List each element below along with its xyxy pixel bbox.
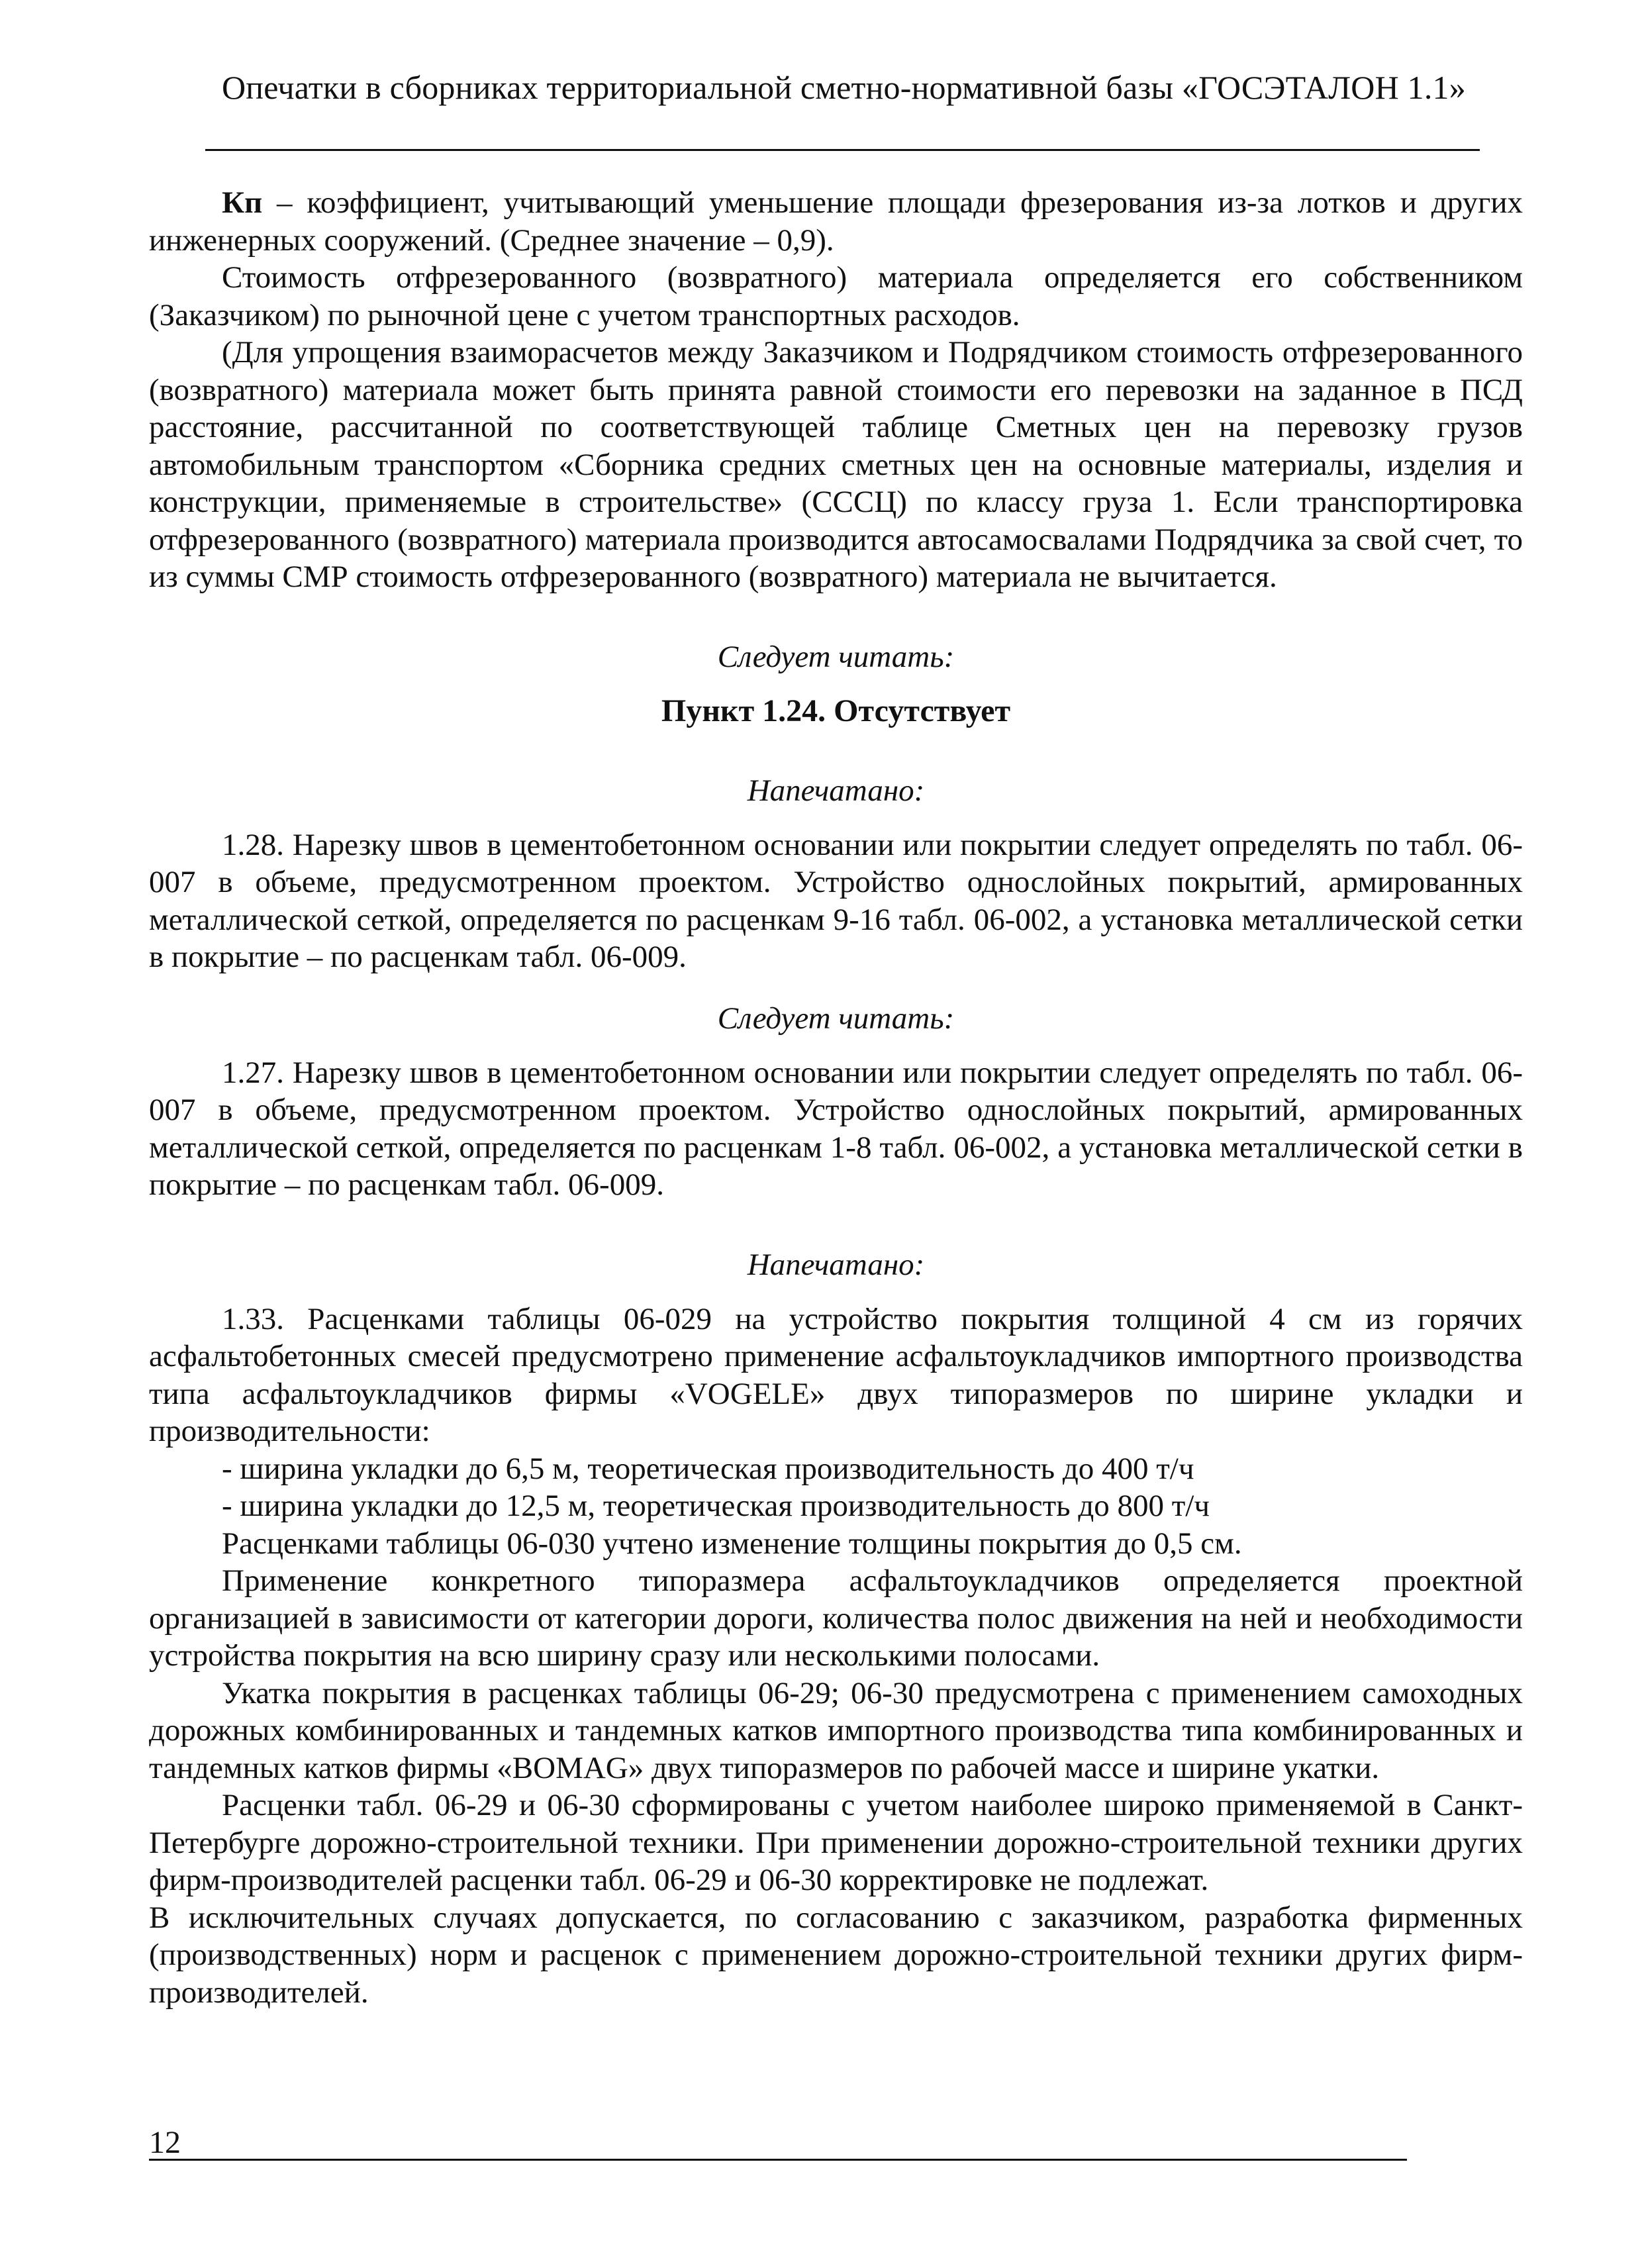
- paragraph-cost: Стоимость отфрезерованного (возвратного) материала определяется его собственником (Заказчиком) по рыночной цене с учетом транспортных расходов.: [149, 260, 1523, 332]
- label-printed: Напечатано:: [747, 1247, 925, 1282]
- kp-term: Кп: [222, 185, 263, 220]
- paragraph-1-28: 1.28. Нарезку швов в цементобетонном основании или покрытии следует определять по табл. 06-007 в объеме, предусмотренном проектом. Устройство однослойных покрытий, армированных металлической сеткой, определяется по расценкам 9-16 табл. 06-002, а установка металлической сетки в покрытие – по расценкам табл. 06-009.: [149, 827, 1523, 974]
- section-heading: Пункт 1.24. Отсутствует: [661, 693, 1011, 728]
- label-should-read: Следует читать:: [717, 1001, 955, 1036]
- label-printed: Напечатано:: [747, 773, 925, 808]
- page-content: [149, 184, 1523, 2011]
- label-should-read: Следует читать:: [717, 639, 955, 674]
- page-number: 12: [149, 2125, 181, 2160]
- document-page: [149, 66, 1523, 2010]
- paragraph-06-030: Расценками таблицы 06-030 учтено изменение толщины покрытия до 0,5 см.: [222, 1526, 1242, 1561]
- running-header: Опечатки в сборниках территориальной сметно-нормативной базы «ГОСЭТАЛОН 1.1»: [222, 69, 1466, 106]
- list-item: - ширина укладки до 6,5 м, теоретическая производительность до 400 т/ч: [222, 1451, 1194, 1486]
- paragraph-rolling: Укатка покрытия в расценках таблицы 06-29; 06-30 предусмотрена с применением самоходных дорожных комбинированных и тандемных катков импортного производства типа комбинированных и тандемных катков фирмы «BOMAG» двух типоразмеров по рабочей массе и ширине укатки.: [149, 1675, 1523, 1785]
- footer-rule: [149, 2159, 1407, 2161]
- kp-definition: [149, 184, 1523, 259]
- page-footer: [149, 2124, 1407, 2161]
- header-rule: [205, 149, 1480, 151]
- paragraph-settlement: (Для упрощения взаиморасчетов между Заказчиком и Подрядчиком стоимость отфрезерованного (возвратного) материала может быть принята равной стоимости его перевозки на заданное в ПСД расстояние, рассчитанной по соответствующей таблице Сметных цен на перевозку грузов автомобильным транспортом «Сборника средних сметных цен на основные материалы, изделия и конструкции, применяемые в строительстве» (СССЦ) по классу груза 1. Если транспортировка отфрезерованного (возвратного) материала производится автосамосвалами Подрядчика за свой счет, то из суммы СМР стоимость отфрезерованного (возвратного) материала не вычитается.: [149, 335, 1523, 594]
- paragraph-1-33: 1.33. Расценками таблицы 06-029 на устройство покрытия толщиной 4 см из горячих асфальтобетонных смесей предусмотрено применение асфальтоукладчиков импортного производства типа асфальтоукладчиков фирмы «VOGELE» двух типоразмеров по ширине укладки и производительности:: [149, 1301, 1523, 1448]
- paragraph-1-27: 1.27. Нарезку швов в цементобетонном основании или покрытии следует определять по табл. 06-007 в объеме, предусмотренном проектом. Устройство однослойных покрытий, армированных металлической сеткой, определяется по расценкам 1-8 табл. 06-002, а установка металлической сетки в покрытие – по расценкам табл. 06-009.: [149, 1055, 1523, 1202]
- kp-text: – коэффициент, учитывающий уменьшение площади фрезерования из-за лотков и других инженерных сооружений. (Среднее значение – 0,9).: [149, 185, 1523, 258]
- list-item: - ширина укладки до 12,5 м, теоретическая производительность до 800 т/ч: [222, 1489, 1210, 1523]
- paragraph-typesize: Применение конкретного типоразмера асфальтоукладчиков определяется проектной организацией в зависимости от категории дороги, количества полос движения на ней и необходимости устройства покрытия на всю ширину сразу или несколькими полосами.: [149, 1563, 1523, 1673]
- paragraph-exceptions: В исключительных случаях допускается, по согласованию с заказчиком, разработка фирменных (производственных) норм и расценок с применением дорожно-строительной техники других фирм-производителей.: [149, 1900, 1523, 2010]
- paragraph-spb: Расценки табл. 06-29 и 06-30 сформированы с учетом наиболее широко применяемой в Санкт-Петербурге дорожно-строительной техники. При применении дорожно-строительной техники других фирм-производителей расценки табл. 06-29 и 06-30 корректировке не подлежат.: [149, 1788, 1523, 1897]
